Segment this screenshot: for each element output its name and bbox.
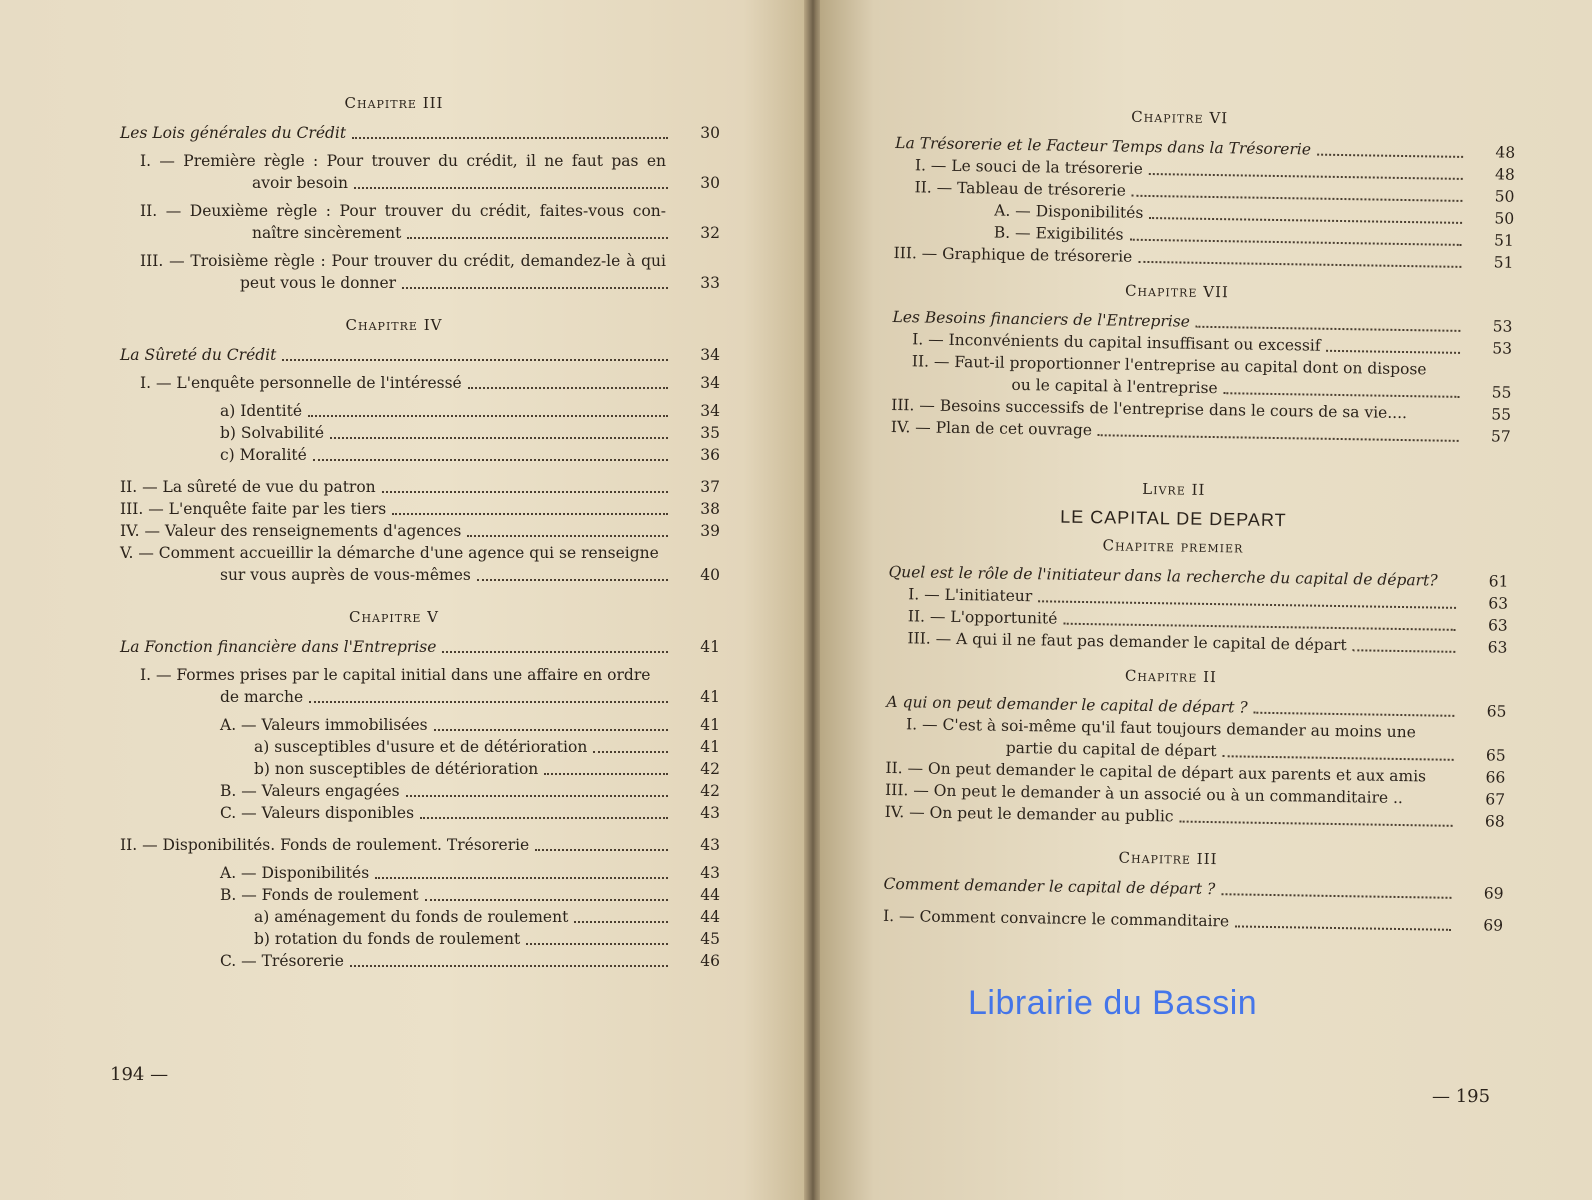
page-number: 69 [1483,884,1504,903]
toc-entry: IV. — Plan de cet ouvrage 57 [890,417,1511,446]
book-title: LE CAPITAL DE DEPART [1060,506,1287,531]
page-number: 34 [700,346,720,364]
chapter-heading: Chapitre VI [1131,107,1229,128]
page-number: 51 [1493,253,1514,272]
page-number: 53 [1492,339,1513,358]
right-toc [883,96,1516,937]
chapter-heading: Chapitre III [344,94,444,112]
page-number: 50 [1494,187,1515,206]
page-number: 63 [1488,594,1509,613]
toc-entry: I. — C'est à soi-même qu'il faut toujours demander au moins une partie du capital de départ 65 [905,715,1506,765]
toc-entry: III. — Troisième règle : Pour trouver du crédit, demandez-le à qui peut vous le donner 33 [140,252,720,292]
page-number: 51 [1493,231,1514,250]
page-number: 34 [700,374,720,392]
toc-entry: I. — Inconvénients du capital insuffisant ou excessif 53 [912,330,1513,358]
toc-entry: A. — Valeurs immobilisées 41 [220,716,720,734]
page-number: 53 [1492,317,1513,336]
page-number: 38 [700,500,720,518]
toc-entry: II. — Faut-il proportionner l'entreprise au capital dont on dispose ou le capital à l'entreprise 55 [911,352,1512,402]
page-folio: 194 — [110,1064,169,1085]
toc-entry: II. — On peut demander le capital de départ aux parents et aux amis 66 [885,758,1506,787]
toc-entry: C. — Trésorerie 46 [220,952,720,970]
toc-entry: b) rotation du fonds de roulement 45 [254,930,720,948]
toc-entry: V. — Comment accueillir la démarche d'une agence qui se renseigne sur vous auprès de vous-mêmes 40 [120,544,720,584]
page-number: 42 [700,782,720,800]
toc-entry: B. — Valeurs engagées 42 [220,782,720,800]
toc-entry: IV. — On peut le demander au public 68 [884,802,1505,831]
chapter-heading: Chapitre premier [1102,536,1244,557]
page-number: 43 [700,836,720,854]
toc-entry: II. — Disponibilités. Fonds de roulement. Trésorerie 43 [120,836,720,854]
toc-entry: b) non susceptibles de détérioration 42 [254,760,720,778]
page-number: 44 [700,908,720,926]
page-number: 41 [700,638,720,656]
toc-entry: II. — Tableau de trésorerie 50 [914,178,1515,206]
toc-entry: II. — La sûreté de vue du patron 37 [120,478,720,496]
toc-entry: I. — L'enquête personnelle de l'intéressé 34 [140,374,720,392]
chapter-title-entry: Les Besoins financiers de l'Entreprise 53 [892,307,1513,336]
page-number: 42 [700,760,720,778]
page-number: 69 [1483,916,1504,935]
toc-entry: I. — Première règle : Pour trouver du crédit, il ne faut pas en avoir besoin 30 [140,152,720,192]
chapter-title-entry: Comment demander le capital de départ ? 69 [883,874,1504,903]
page-number: 57 [1490,427,1511,446]
page-number: 36 [700,446,720,464]
page-number: 48 [1495,143,1516,162]
toc-entry: c) Moralité 36 [220,446,720,464]
toc-entry: I. — Le souci de la trésorerie 48 [914,156,1515,184]
chapter-title-entry: La Fonction financière dans l'Entreprise 41 [120,638,720,656]
toc-entry: B. — Fonds de roulement 44 [220,886,720,904]
toc-entry: I. — L'initiateur 63 [908,585,1509,613]
book-heading: Livre II [1142,479,1206,499]
chapter-heading: Chapitre IV [345,316,443,334]
toc-entry: III. — Graphique de trésorerie 51 [893,243,1514,272]
page-number: 43 [700,864,720,882]
page-number: 68 [1484,812,1505,831]
chapter-title-entry: A qui on peut demander le capital de départ ? 65 [886,692,1507,721]
toc-entry: I. — Comment convaincre le commanditaire 69 [882,906,1504,935]
page-number: 32 [700,224,720,242]
toc-entry: I. — Formes prises par le capital initial dans une affaire en ordre de marche 41 [140,666,720,706]
toc-entry: III. — On peut le demander à un associé ou à un commanditaire .. 67 [884,780,1506,809]
chapter-title-entry: Quel est le rôle de l'initiateur dans la recherche du capital de départ? 61 [888,562,1509,591]
toc-entry: C. — Valeurs disponibles 43 [220,804,720,822]
toc-entry: b) Solvabilité 35 [220,424,720,442]
page-number: 67 [1485,790,1506,809]
page-number: 45 [700,930,720,948]
page-number: 34 [700,402,720,420]
page-number: 44 [700,886,720,904]
page-number: 39 [700,522,720,540]
page-number: 48 [1494,165,1515,184]
page-number: 50 [1494,209,1515,228]
page-number: 41 [700,688,720,706]
page-number: 55 [1491,383,1512,402]
chapter-title-entry: Les Lois générales du Crédit 30 [120,124,720,142]
toc-entry: A. — Disponibilités 43 [220,864,720,882]
toc-entry: a) aménagement du fonds de roulement 44 [254,908,720,926]
page-number: 46 [700,952,720,970]
page-number: 41 [700,738,720,756]
page-folio: — 195 [1432,1086,1491,1107]
toc-entry: II. — Deuxième règle : Pour trouver du crédit, faites-vous con- naître sincèrement 32 [140,202,720,242]
page-number: 41 [700,716,720,734]
toc-entry: B. — Exigibilités 51 [993,223,1514,250]
page-number: 66 [1485,768,1506,787]
page-number: 61 [1488,572,1509,591]
toc-entry: III. — Besoins successifs de l'entreprise dans le cours de sa vie.... 55 [891,395,1512,424]
toc-entry: IV. — Valeur des renseignements d'agences 39 [120,522,720,540]
chapter-heading: Chapitre III [1118,848,1218,869]
page-number: 65 [1485,746,1506,765]
page-number: 63 [1487,638,1508,657]
chapter-heading: Chapitre VII [1124,281,1230,302]
toc-entry: II. — L'opportunité 63 [907,607,1508,635]
page-number: 33 [700,274,720,292]
toc-entry: a) susceptibles d'usure et de détérioration 41 [254,738,720,756]
watermark-text: Librairie du Bassin [968,984,1258,1022]
toc-entry: a) Identité 34 [220,402,720,420]
page-number: 63 [1487,616,1508,635]
chapter-title-entry: La Trésorerie et le Facteur Temps dans la Trésorerie 48 [895,133,1516,162]
toc-entry: III. — L'enquête faite par les tiers 38 [120,500,720,518]
toc-entry: III. — A qui il ne faut pas demander le capital de départ 63 [907,629,1508,657]
page-number: 55 [1491,405,1512,424]
page-number: 40 [700,566,720,584]
chapter-heading: Chapitre II [1124,666,1218,687]
page-number: 30 [700,124,720,142]
page-number: 37 [700,478,720,496]
page-number: 43 [700,804,720,822]
page-number: 30 [700,174,720,192]
left-toc [120,86,720,972]
page-number: 65 [1486,702,1507,721]
chapter-heading: Chapitre V [348,608,439,626]
toc-entry: A. — Disponibilités 50 [994,201,1515,228]
chapter-title-entry: La Sûreté du Crédit 34 [120,346,720,364]
page-number: 35 [700,424,720,442]
